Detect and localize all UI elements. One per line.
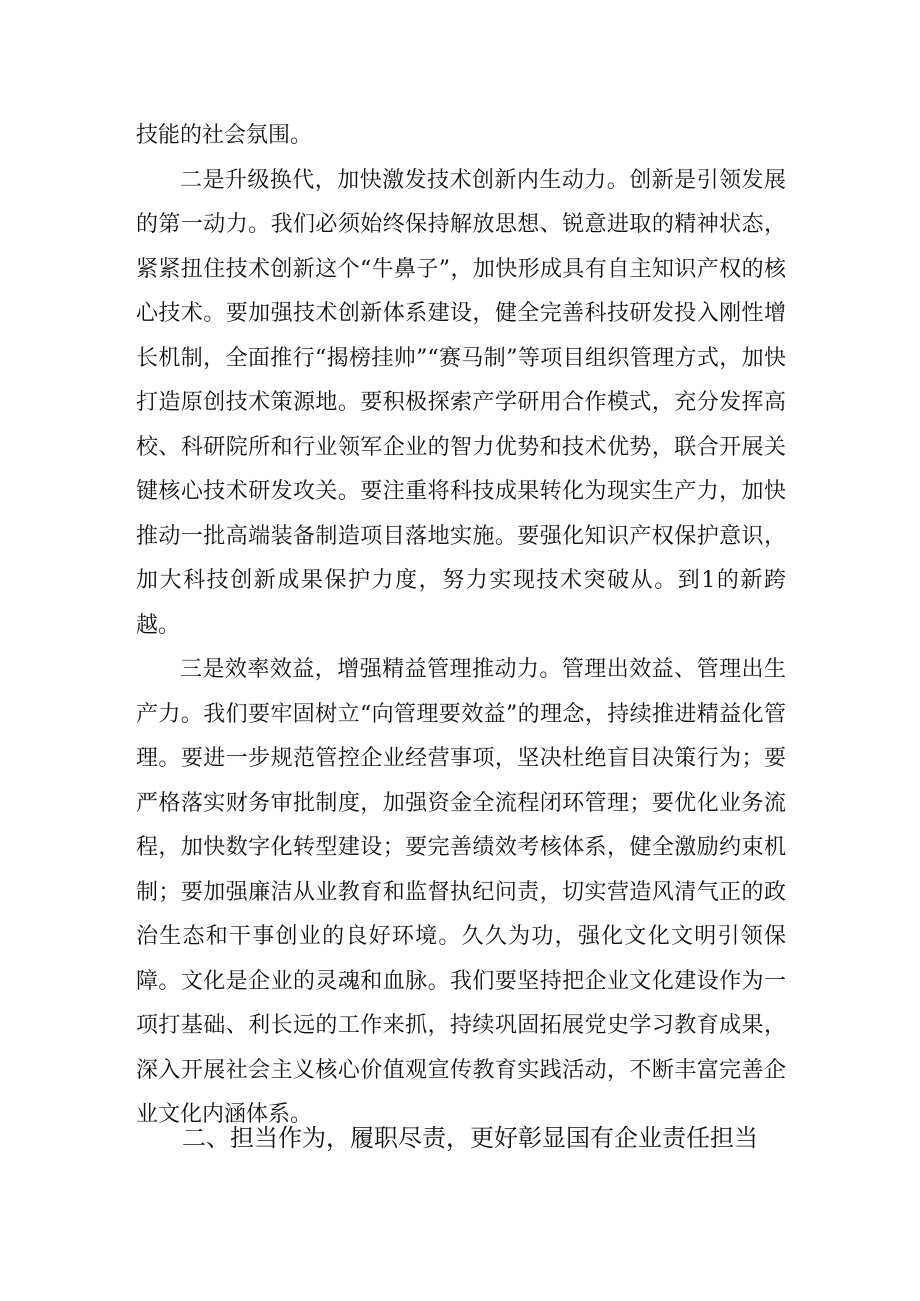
body-text: [136, 114, 786, 1138]
paragraph-continuation: 技能的社会氛围。: [136, 123, 313, 148]
paragraph-efficiency: 三是效率效益，增强精益管理推动力。管理出效益、管理出生产力。我们要牢固树立“向管理要效益”的理念，持续推进精益化管理。要进一步规范管控企业经营事项，坚决杜绝盲目决策行为；要严格落实财务审批制度，加强资金全流程闭环管理；要优化业务流程，加快数字化转型建设；要完善绩效考核体系，健全激励约束机制；要加强廉洁从业教育和监督执纪问责，切实营造风清气正的政治生态和干事创业的良好环境。久久为功，强化文化文明引领保障。文化是企业的灵魂和血脉。我们要坚持把企业文化建设作为一项打基础、利长远的工作来抓，持续巩固拓展党史学习教育成果，深入开展社会主义核心价值观宣传教育实践活动，不断丰富完善企业文化内涵体系。: [136, 657, 786, 1127]
section-heading: 二、担当作为，履职尽责，更好彰显国有企业责任担当: [182, 1124, 758, 1152]
paragraph-innovation: 二是升级换代，加快激发技术创新内生动力。创新是引领发展的第一动力。我们必须始终保持解放思想、锐意进取的精神状态，紧紧扭住技术创新这个“牛鼻子”，加快形成具有自主知识产权的核心技术。要加强技术创新体系建设，健全完善科技研发投入刚性增长机制，全面推行“揭榜挂帅”“赛马制”等项目组织管理方式，加快打造原创技术策源地。要积极探索产学研用合作模式，充分发挥高校、科研院所和行业领军企业的智力优势和技术优势，联合开展关键核心技术研发攻关。要注重将科技成果转化为现实生产力，加快推动一批高端装备制造项目落地实施。要强化知识产权保护意识，加大科技创新成果保护力度，努力实现技术突破从。到1的新跨越。: [136, 167, 786, 638]
